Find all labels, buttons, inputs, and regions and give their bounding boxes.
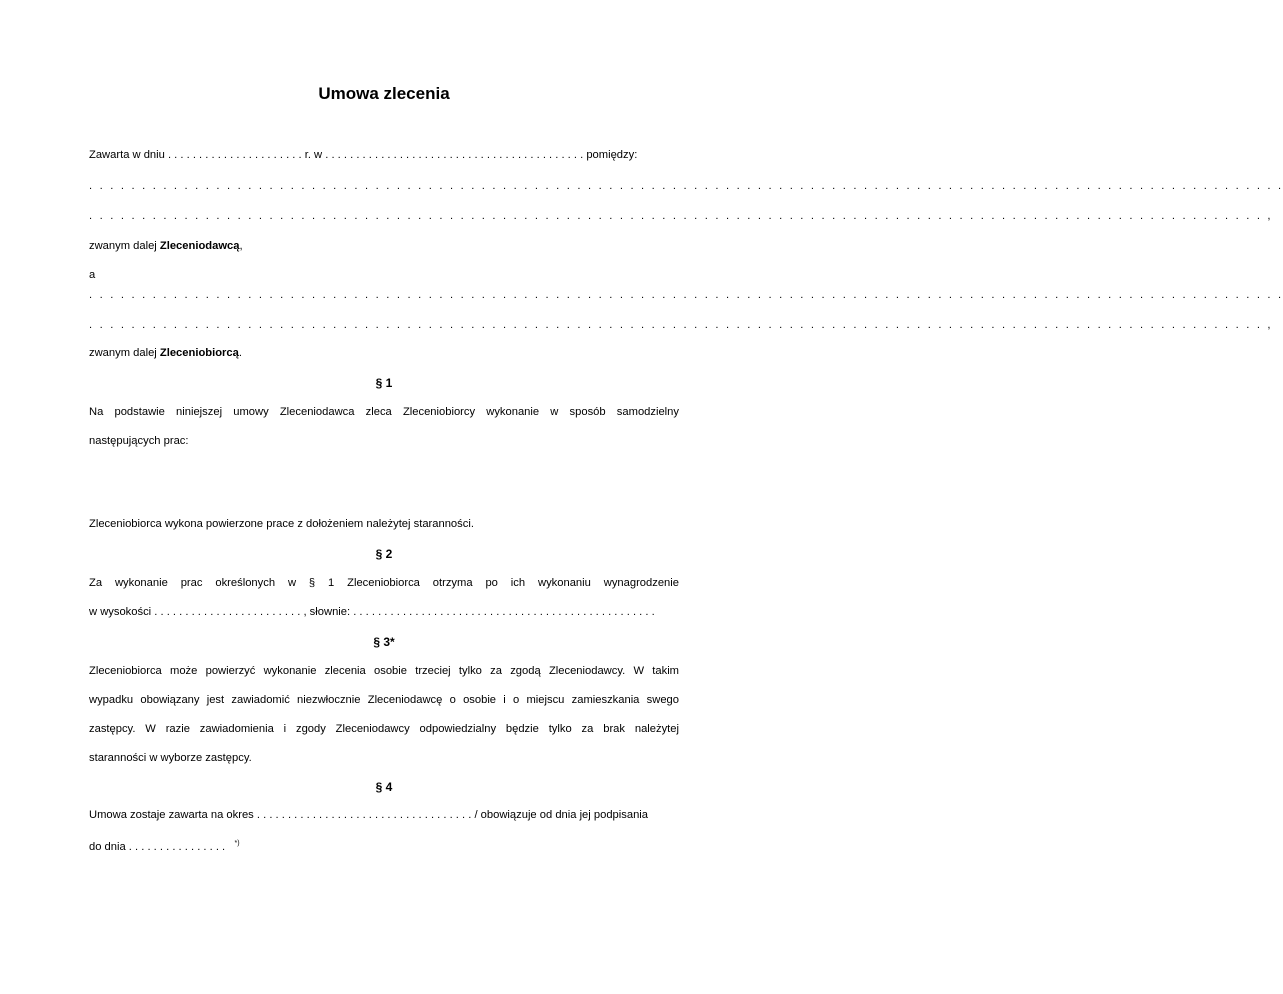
party1-suffix: , [239,240,243,252]
party2-dots-line-2: . . . . . . . . . . . . . . . . . . . . . . . . . . . . . . . . . . . . . . . . . . . . . . . . . . . . . . . . . . . . . . . . . . . . . . . . . . . . . . . . . . . . . . . . . . . . . . . . . . . . . . . . . . . . . . . , [89,319,1273,331]
party2-dots-line-1: . . . . . . . . . . . . . . . . . . . . . . . . . . . . . . . . . . . . . . . . . . . . . . . . . . . . . . . . . . . . . . . . . . . . . . . . . . . . . . . . . . . . . . . . . . . . . . . . . . . . . . . . . . . . . . . . . [89,289,1283,301]
section-3-line-2: wypadku obowiązany jest zawiadomić niezwłocznie Zleceniodawcę o osobie i o miejscu zamieszkania swego [89,694,679,706]
party1-label [89,239,679,253]
party2-label [89,346,679,360]
section-1-line-3: Zleceniobiorca wykona powierzone prace z dołożeniem należytej staranności. [89,518,474,530]
section-4-line-1: Umowa zostaje zawarta na okres . . . . . . . . . . . . . . . . . . . . . . . . . . . . . . . . . . . / obowiązuje od dnia jej podpisania [89,809,648,821]
section-4-heading: § 4 [375,780,393,794]
party2-suffix: . [238,347,242,359]
party1-name: Zleceniodawcą [159,240,240,252]
intro-line: Zawarta w dniu . . . . . . . . . . . . . . . . . . . . . . r. w . . . . . . . . . . . . . . . . . . . . . . . . . . . . . . . . . . . . . . . . . . pomiędzy: [89,149,638,161]
party1-dots-line-2: . . . . . . . . . . . . . . . . . . . . . . . . . . . . . . . . . . . . . . . . . . . . . . . . . . . . . . . . . . . . . . . . . . . . . . . . . . . . . . . . . . . . . . . . . . . . . . . . . . . . . . . . . . . . . . . , [89,210,1273,222]
section-3-line-1: Zleceniobiorca może powierzyć wykonanie zlecenia osobie trzeciej tylko za zgodą Zleceniodawcy. W takim [89,665,679,677]
section-4-line-2 [89,837,679,854]
party1-dots-line-1: . . . . . . . . . . . . . . . . . . . . . . . . . . . . . . . . . . . . . . . . . . . . . . . . . . . . . . . . . . . . . . . . . . . . . . . . . . . . . . . . . . . . . . . . . . . . . . . . . . . . . . . . . . . . . . . . . [89,180,1283,192]
party1-prefix: zwanym dalej [89,240,160,252]
and-connector: a [89,269,96,281]
section-2-heading: § 2 [375,547,393,561]
section-1-line-2: następujących prac: [89,435,189,447]
section-3-line-3: zastępcy. W razie zawiadomienia i zgody Zleceniodawcy odpowiedzialny będzie tylko za brak należytej [89,723,679,735]
party2-name: Zleceniobiorcą [159,347,239,359]
document-title: Umowa zlecenia [318,84,450,103]
section-1-line-1: Na podstawie niniejszej umowy Zleceniodawca zleca Zleceniobiorcy wykonanie w sposób samodzielny [89,406,679,418]
section-4-until-date: do dnia . . . . . . . . . . . . . . . . [89,841,226,853]
section-3-line-4: staranności w wyborze zastępcy. [89,752,252,764]
section-1-heading: § 1 [375,376,393,390]
section-2-line-2: w wysokości . . . . . . . . . . . . . . . . . . . . . . . . , słownie: . . . . . . . . . . . . . . . . . . . . . . . . . . . . . . . . . . . . . . . . . . . . . . . . . [89,606,655,618]
party2-prefix: zwanym dalej [89,347,160,359]
section-3-heading: § 3* [373,635,395,649]
section-2-line-1: Za wykonanie prac określonych w § 1 Zleceniobiorca otrzyma po ich wykonaniu wynagrodzenie [89,577,679,589]
footnote-mark: *) [234,840,240,847]
